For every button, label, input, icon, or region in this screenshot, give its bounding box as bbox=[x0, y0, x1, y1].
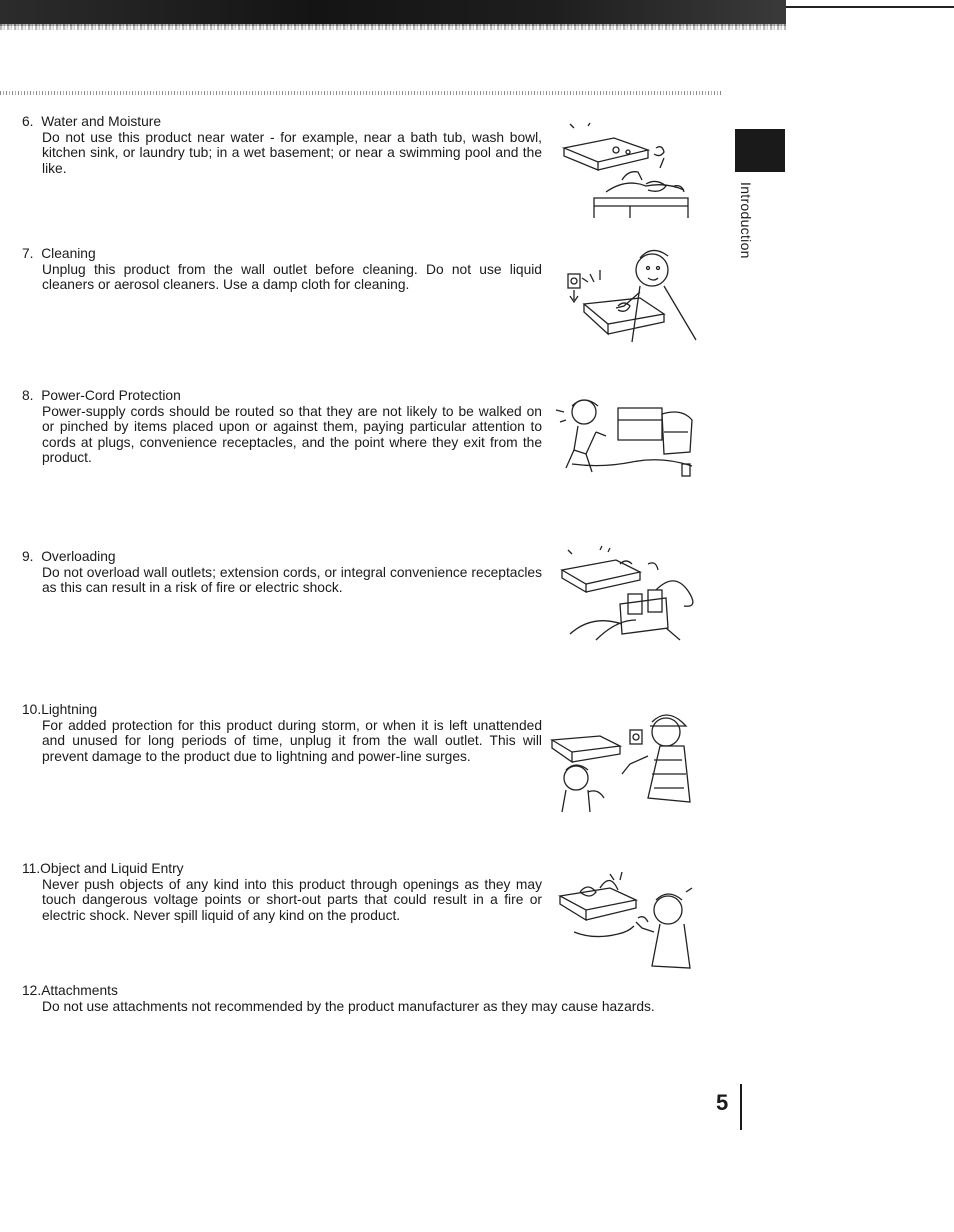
safety-item-power-cord bbox=[22, 388, 542, 466]
item-body: Never push objects of any kind into this product through openings as they may touch dangerous voltage points or short-out parts that could result in a fire or electric shock. Never spill liquid of any kind on the product. bbox=[42, 876, 542, 923]
header-rule bbox=[786, 6, 954, 8]
safety-item-lightning bbox=[22, 702, 542, 764]
item-body: Unplug this product from the wall outlet before cleaning. Do not use liquid cleaners or aerosol cleaners. Use a damp cloth for cleaning. bbox=[42, 261, 542, 292]
item-heading: 7. Cleaning bbox=[22, 246, 96, 261]
cleaning-illustration bbox=[560, 244, 702, 344]
item-heading: 9. Overloading bbox=[22, 549, 116, 564]
item-heading: 12.Attachments bbox=[22, 983, 118, 998]
safety-item-object-liquid bbox=[22, 861, 542, 923]
water-moisture-illustration bbox=[556, 120, 706, 220]
power-cord-illustration bbox=[552, 392, 700, 488]
page-number-rule bbox=[740, 1084, 742, 1130]
safety-item-attachments bbox=[22, 983, 702, 1014]
item-heading: 11.Object and Liquid Entry bbox=[22, 861, 184, 876]
object-liquid-illustration bbox=[556, 870, 700, 970]
header-band bbox=[0, 0, 786, 26]
item-body: Do not use this product near water - for example, near a bath tub, wash bowl, kitchen sink, or laundry tub; in a wet basement; or near a swimming pool and the like. bbox=[42, 129, 542, 176]
item-body: Do not overload wall outlets; extension cords, or integral convenience receptacles as this can result in a risk of fire or electric shock. bbox=[42, 564, 542, 595]
safety-item-water-moisture bbox=[22, 114, 542, 176]
item-body: Power-supply cords should be routed so that they are not likely to be walked on or pinched by items placed upon or against them, paying particular attention to cords at plugs, convenience receptacles, and the point where they exit from the product. bbox=[42, 403, 542, 465]
safety-item-cleaning bbox=[22, 246, 542, 293]
safety-item-overloading bbox=[22, 549, 542, 596]
overloading-illustration bbox=[556, 544, 700, 644]
item-heading: 8. Power-Cord Protection bbox=[22, 388, 181, 403]
item-body: For added protection for this product during storm, or when it is left unattended and unused for long periods of time, unplug it from the wall outlet. This will prevent damage to the product due to lightning and power-line surges. bbox=[42, 717, 542, 764]
item-heading: 10.Lightning bbox=[22, 702, 98, 717]
page-number: 5 bbox=[716, 1090, 729, 1115]
header-dotted-rule bbox=[0, 91, 722, 95]
lightning-illustration bbox=[550, 708, 702, 812]
item-body: Do not use attachments not recommended by the product manufacturer as they may cause hazards. bbox=[42, 998, 655, 1014]
section-tab-label: Introduction bbox=[738, 182, 754, 259]
section-tab-marker bbox=[735, 129, 785, 172]
item-heading: 6. Water and Moisture bbox=[22, 114, 162, 129]
